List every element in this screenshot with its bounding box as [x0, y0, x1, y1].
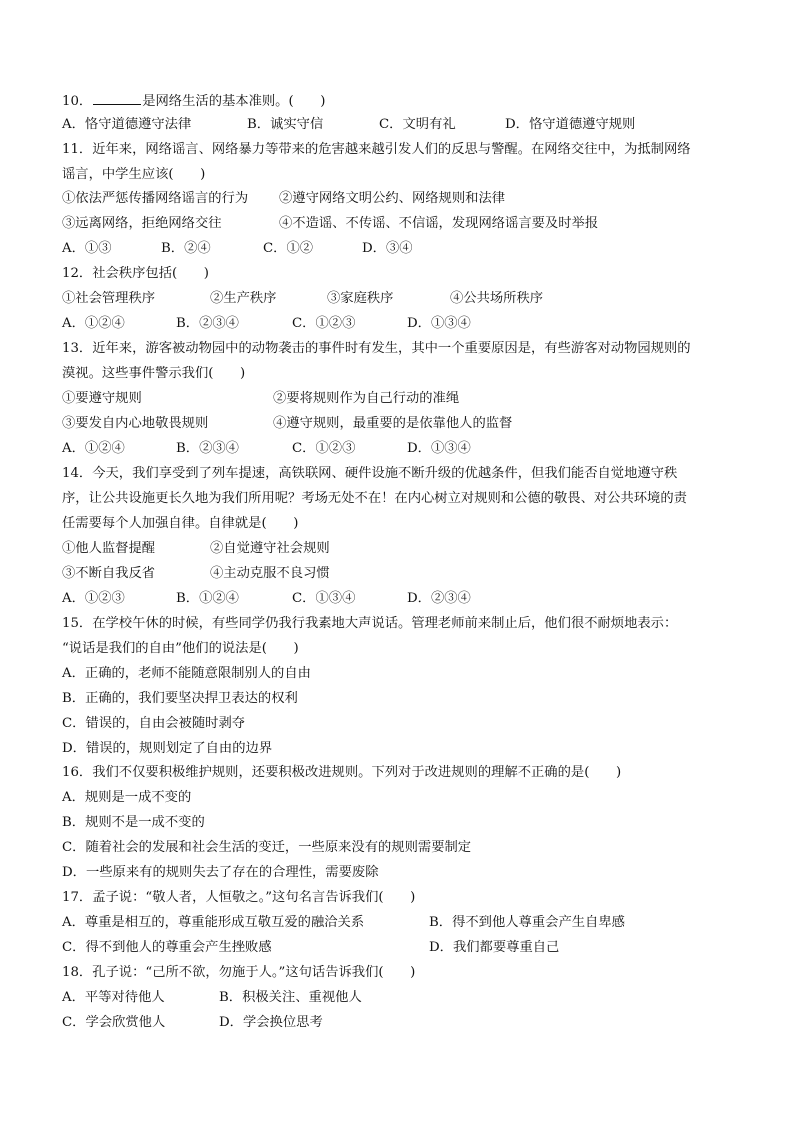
question-12-item-4: ④公共场所秩序 [450, 291, 544, 306]
question-12-option-b: B．②③④ [176, 316, 239, 331]
question-14-item-2: ②自觉遵守社会规则 [210, 541, 330, 556]
question-16-option-b: B．规则不是一成不变的 [62, 815, 205, 830]
question-16-option-d: D．一些原来有的规则失去了存在的合理性，需要废除 [62, 865, 379, 880]
question-13-item-4: ④遵守规则，最重要的是依靠他人的监督 [273, 416, 513, 431]
question-14-item-3: ③不断自我反省 [62, 566, 156, 581]
question-17-option-d: D．我们都要尊重自己 [429, 940, 560, 955]
question-13-option-d: D．①③④ [407, 441, 471, 456]
question-14-option-a: A．①②③ [62, 591, 125, 606]
answer-blank [93, 91, 141, 105]
question-10-option-b: B．诚实守信 [247, 117, 324, 132]
question-12-item-2: ②生产秩序 [210, 291, 277, 306]
question-15-option-c: C．错误的，自由会被随时剥夺 [62, 716, 246, 731]
question-16-line-1: 16．我们不仅要积极维护规则，还要积极改进规则。下列对于改进规则的理解不正确的是( ) [62, 765, 622, 780]
question-17-option-b: B．得不到他人尊重会产生自卑感 [429, 915, 625, 930]
question-14-option-c: C．①③④ [292, 591, 356, 606]
question-17-option-c: C．得不到他人的尊重会产生挫败感 [62, 940, 272, 955]
question-11-line-1: 11．近年来，网络谣言、网络暴力等带来的危害越来越引发人们的反思与警醒。在网络交往中，为抵制网络 [62, 142, 691, 157]
question-13-item-2: ②要将规则作为自己行动的准绳 [273, 391, 460, 406]
question-12-option-d: D．①③④ [407, 316, 471, 331]
question-12-option-a: A．①②④ [62, 316, 125, 331]
question-14-item-4: ④主动克服不良习惯 [210, 566, 330, 581]
question-11-option-d: D．③④ [362, 241, 413, 256]
question-14-item-1: ①他人监督提醒 [62, 541, 156, 556]
question-14-option-d: D．②③④ [407, 591, 471, 606]
question-14-line-2: 序，让公共设施更长久地为我们所用呢？考场无处不在！在内心树立对规则和公德的敬畏、对公共环境的责 [62, 491, 687, 506]
question-10-option-a: A．恪守道德遵守法律 [62, 117, 192, 132]
question-11-option-a: A．①③ [62, 241, 112, 256]
question-11-line-2: 谣言，中学生应该( ) [62, 167, 206, 182]
question-18-line-1: 18．孔子说：“己所不欲，勿施于人。”这句话告诉我们( ) [62, 965, 416, 980]
question-11-item-4: ④不造谣、不传谣、不信谣，发现网络谣言要及时举报 [279, 216, 599, 231]
question-13-option-c: C．①②③ [292, 441, 356, 456]
question-12-line-1: 12．社会秩序包括( ) [62, 266, 209, 281]
question-16-option-c: C．随着社会的发展和社会生活的变迁，一些原来没有的规则需要制定 [62, 840, 472, 855]
question-11-item-2: ②遵守网络文明公约、网络规则和法律 [279, 191, 506, 206]
question-17-line-1: 17．孟子说：“敬人者，人恒敬之。”这句名言告诉我们( ) [62, 890, 416, 905]
question-11-option-b: B．②④ [161, 241, 211, 256]
question-13-line-2: 漠视。这些事件警示我们( ) [62, 366, 246, 381]
question-11-item-1: ①依法严惩传播网络谣言的行为 [62, 191, 249, 206]
question-13-option-a: A．①②④ [62, 441, 125, 456]
question-15-option-a: A．正确的，老师不能随意限制别人的自由 [62, 666, 311, 681]
question-10-option-c: C．文明有礼 [379, 117, 456, 132]
question-17-option-a: A．尊重是相互的，尊重能形成互敬互爱的融洽关系 [62, 915, 365, 930]
question-10-option-d: D．恪守道德遵守规则 [505, 117, 636, 132]
question-15-line-1: 15．在学校午休的时候，有些同学仍我行我素地大声说话。管理老师前来制止后，他们很不耐烦地表示： [62, 616, 678, 631]
question-14-option-b: B．①②④ [176, 591, 239, 606]
question-11-item-3: ③远离网络，拒绝网络交往 [62, 216, 222, 231]
question-18-option-a: A．平等对待他人 [62, 990, 165, 1005]
question-13-item-1: ①要遵守规则 [62, 391, 142, 406]
question-15-option-b: B．正确的，我们要坚决捍卫表达的权利 [62, 691, 298, 706]
question-18-option-d: D．学会换位思考 [219, 1015, 323, 1030]
question-12-item-3: ③家庭秩序 [327, 291, 394, 306]
question-18-option-c: C．学会欣赏他人 [62, 1015, 166, 1030]
question-15-option-d: D．错误的，规则划定了自由的边界 [62, 741, 273, 756]
question-10-stem-text: 是网络生活的基本准则。( ) [142, 94, 326, 109]
question-12-item-1: ①社会管理秩序 [62, 291, 156, 306]
question-13-item-3: ③要发自内心地敬畏规则 [62, 416, 209, 431]
question-18-option-b: B．积极关注、重视他人 [219, 990, 362, 1005]
question-16-option-a: A．规则是一成不变的 [62, 790, 192, 805]
question-11-option-c: C．①② [263, 241, 314, 256]
question-12-option-c: C．①②③ [292, 316, 356, 331]
question-10-stem: 10． 是网络生活的基本准则。( ) [62, 91, 325, 111]
question-15-line-2: “说话是我们的自由”他们的说法是( ) [62, 641, 299, 656]
question-14-line-3: 任需要每个人加强自律。自律就是( ) [62, 516, 299, 531]
question-13-option-b: B．②③④ [176, 441, 239, 456]
question-14-line-1: 14．今天，我们享受到了列车提速，高铁联网、硬件设施不断升级的优越条件，但我们能否自觉地遵守秩 [62, 466, 678, 481]
question-13-line-1: 13．近年来，游客被动物园中的动物袭击的事件时有发生，其中一个重要原因是，有些游客对动物园规则的 [62, 341, 691, 356]
